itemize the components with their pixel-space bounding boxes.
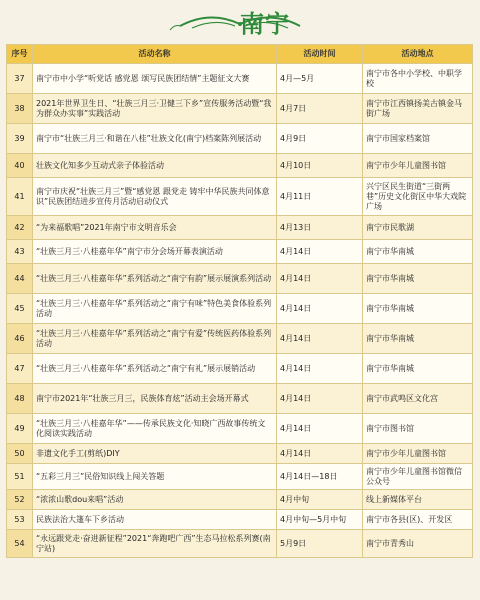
row-time-cell: 4月14日 bbox=[277, 294, 363, 324]
row-time-cell: 4月14日 bbox=[277, 240, 363, 264]
table-row bbox=[7, 94, 473, 124]
row-name-cell: “浓浓山歌dou来唱”活动 bbox=[33, 490, 277, 510]
row-index-cell: 38 bbox=[7, 94, 33, 124]
row-time-cell: 4月中旬—5月中旬 bbox=[277, 510, 363, 530]
row-index-cell: 42 bbox=[7, 216, 33, 240]
row-place-cell: 南宁市华南城 bbox=[363, 264, 473, 294]
table-row bbox=[7, 324, 473, 354]
row-time-cell: 4月11日 bbox=[277, 178, 363, 216]
table-row bbox=[7, 444, 473, 464]
row-index-cell: 54 bbox=[7, 530, 33, 558]
row-name-cell: “壮族三月三·八桂嘉年华”——传承民族文化·知晓广西故事传统文化阅读实践活动 bbox=[33, 414, 277, 444]
row-time-cell: 4月14日 bbox=[277, 384, 363, 414]
row-place-cell: 南宁市少年儿童图书馆 bbox=[363, 154, 473, 178]
row-time-cell: 4月14日—18日 bbox=[277, 464, 363, 490]
row-index-cell: 46 bbox=[7, 324, 33, 354]
table-row bbox=[7, 510, 473, 530]
column-header-place: 活动地点 bbox=[363, 45, 473, 64]
table-header-row bbox=[7, 45, 473, 64]
row-place-cell: 南宁市民歌湖 bbox=[363, 216, 473, 240]
row-name-cell: “壮族三月三·八桂嘉年华”南宁市分会场开幕表演活动 bbox=[33, 240, 277, 264]
row-name-cell: “为来福歌唱”2021年南宁市文明音乐会 bbox=[33, 216, 277, 240]
row-time-cell: 5月9日 bbox=[277, 530, 363, 558]
table-row bbox=[7, 124, 473, 154]
row-place-cell: 南宁市江西镇扬美古镇金马街广场 bbox=[363, 94, 473, 124]
row-index-cell: 48 bbox=[7, 384, 33, 414]
row-place-cell: 南宁市各县(区)、开发区 bbox=[363, 510, 473, 530]
row-place-cell: 南宁市华南城 bbox=[363, 240, 473, 264]
row-name-cell: 民族法治大篷车下乡活动 bbox=[33, 510, 277, 530]
table-row bbox=[7, 414, 473, 444]
table-row bbox=[7, 264, 473, 294]
table-row bbox=[7, 490, 473, 510]
table-row bbox=[7, 294, 473, 324]
row-name-cell: 壮族文化知多少互动式亲子体验活动 bbox=[33, 154, 277, 178]
column-header-index: 序号 bbox=[7, 45, 33, 64]
activity-table-wrapper bbox=[6, 44, 472, 558]
row-time-cell: 4月14日 bbox=[277, 324, 363, 354]
row-place-cell: 线上新媒体平台 bbox=[363, 490, 473, 510]
row-time-cell: 4月中旬 bbox=[277, 490, 363, 510]
row-name-cell: 南宁市庆祝“壮族三月三”暨“感党恩 跟党走 铸牢中华民族共同体意识”民族团结进步宣传月活动启动仪式 bbox=[33, 178, 277, 216]
row-name-cell: “壮族三月三·八桂嘉年华”系列活动之“南宁有味”特色美食体验系列活动 bbox=[33, 294, 277, 324]
table-row bbox=[7, 384, 473, 414]
table-row bbox=[7, 354, 473, 384]
row-place-cell: 南宁市华南城 bbox=[363, 294, 473, 324]
row-name-cell: “壮族三月三·八桂嘉年华”系列活动之“南宁有礼”展示展销活动 bbox=[33, 354, 277, 384]
column-header-name: 活动名称 bbox=[33, 45, 277, 64]
row-name-cell: “壮族三月三·八桂嘉年华”系列活动之“南宁有韵”展示展演系列活动 bbox=[33, 264, 277, 294]
row-index-cell: 45 bbox=[7, 294, 33, 324]
row-name-cell: “五彩三月三”民俗知识线上闯关答题 bbox=[33, 464, 277, 490]
row-index-cell: 49 bbox=[7, 414, 33, 444]
row-index-cell: 37 bbox=[7, 64, 33, 94]
table-row bbox=[7, 240, 473, 264]
row-name-cell: 2021年世界卫生日、“壮族三月三·卫健三下乡”宣传服务活动暨“我为群众办实事”实践活动 bbox=[33, 94, 277, 124]
row-time-cell: 4月—5月 bbox=[277, 64, 363, 94]
row-time-cell: 4月14日 bbox=[277, 264, 363, 294]
activity-table bbox=[6, 44, 473, 558]
row-index-cell: 50 bbox=[7, 444, 33, 464]
table-row bbox=[7, 178, 473, 216]
row-place-cell: 南宁市少年儿童图书馆微信公众号 bbox=[363, 464, 473, 490]
row-place-cell: 南宁市华南城 bbox=[363, 324, 473, 354]
row-name-cell: “壮族三月三·八桂嘉年华”系列活动之“南宁有爱”传统医药体验系列活动 bbox=[33, 324, 277, 354]
row-index-cell: 40 bbox=[7, 154, 33, 178]
row-index-cell: 44 bbox=[7, 264, 33, 294]
row-name-cell: 非遗文化手工(剪纸)DIY bbox=[33, 444, 277, 464]
table-row bbox=[7, 530, 473, 558]
row-index-cell: 53 bbox=[7, 510, 33, 530]
row-time-cell: 4月14日 bbox=[277, 444, 363, 464]
row-index-cell: 47 bbox=[7, 354, 33, 384]
row-index-cell: 41 bbox=[7, 178, 33, 216]
row-name-cell: 南宁市2021年“壮族三月三，民族体育炫”活动主会场开幕式 bbox=[33, 384, 277, 414]
row-place-cell: 南宁市少年儿童图书馆 bbox=[363, 444, 473, 464]
row-name-cell: “永远跟党走·奋进新征程”2021“奔跑吧广西”生态马拉松系列赛(南宁站) bbox=[33, 530, 277, 558]
table-row bbox=[7, 464, 473, 490]
row-index-cell: 52 bbox=[7, 490, 33, 510]
column-header-time: 活动时间 bbox=[277, 45, 363, 64]
row-index-cell: 51 bbox=[7, 464, 33, 490]
row-place-cell: 南宁市青秀山 bbox=[363, 530, 473, 558]
row-place-cell: 南宁市国家档案馆 bbox=[363, 124, 473, 154]
row-time-cell: 4月9日 bbox=[277, 124, 363, 154]
row-index-cell: 43 bbox=[7, 240, 33, 264]
table-row bbox=[7, 154, 473, 178]
row-place-cell: 南宁市各中小学校、中职学校 bbox=[363, 64, 473, 94]
row-place-cell: 兴宁区民生街道“三街两巷”历史文化街区中华大戏院广场 bbox=[363, 178, 473, 216]
row-name-cell: 南宁市中小学“听党话 感党恩 颂写民族团结情”主题征文大赛 bbox=[33, 64, 277, 94]
row-place-cell: 南宁市图书馆 bbox=[363, 414, 473, 444]
row-time-cell: 4月13日 bbox=[277, 216, 363, 240]
row-place-cell: 南宁市武鸣区文化宫 bbox=[363, 384, 473, 414]
row-place-cell: 南宁市华南城 bbox=[363, 354, 473, 384]
table-row bbox=[7, 216, 473, 240]
page-header bbox=[0, 0, 480, 40]
row-time-cell: 4月14日 bbox=[277, 414, 363, 444]
row-index-cell: 39 bbox=[7, 124, 33, 154]
row-time-cell: 4月7日 bbox=[277, 94, 363, 124]
row-name-cell: 南宁市“壮族三月三·和谐在八桂”壮族文化(南宁)档案陈列展活动 bbox=[33, 124, 277, 154]
row-time-cell: 4月14日 bbox=[277, 354, 363, 384]
page-title: 南宁 bbox=[240, 9, 290, 38]
row-time-cell: 4月10日 bbox=[277, 154, 363, 178]
table-row bbox=[7, 64, 473, 94]
